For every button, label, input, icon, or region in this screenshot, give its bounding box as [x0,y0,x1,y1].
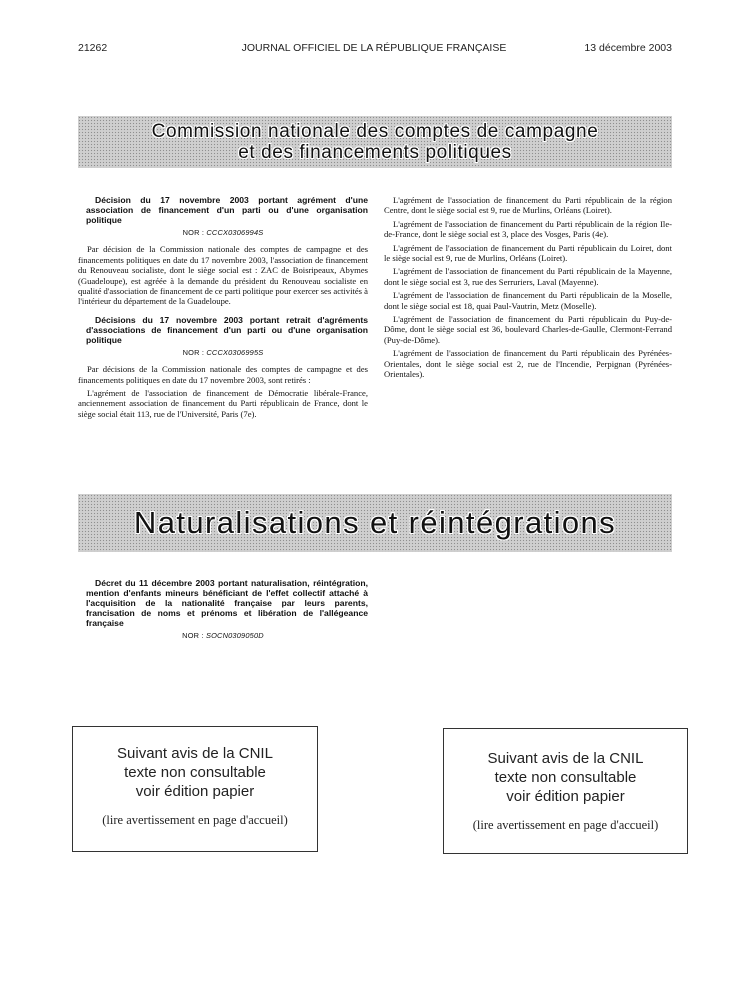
cnil-line3: voir édition papier [135,783,255,800]
decision2-item: L'agrément de l'association de financement du Parti républicain des Pyrénées-Orientales, dont le siège social est 2, rue de l'Incendie, Perpignan (Pyrénées-Orientales). [384,348,672,380]
cnil-line2: texte non consultable [494,769,637,786]
decision2-item: L'agrément de l'association de financement du Parti républicain de la région Ile-de-France, dont le siège social est 3, place des Vosges, Paris (4e). [384,218,672,240]
decree-nor [78,631,368,641]
cnil-note: (lire avertissement en page d'accueil) [102,813,288,827]
decree-block [78,578,368,647]
decision1-nor-label: NOR : [182,228,205,237]
right-column [384,195,672,383]
decision1-title: Décision du 17 novembre 2003 portant agrément d'une association de financement d'un parti ou d'une organisation politique [86,195,368,225]
decision2-item: L'agrément de l'association de financement du Parti républicain de la Moselle, dont le siège social est 18, quai Paul-Vautrin, Metz (Moselle). [384,290,672,311]
decision2-item: L'agrément de l'association de financement du Parti républicain du Loiret, dont le siège social est 9, rue de Murlins, Orléans (Loiret). [384,242,672,264]
page-number: 21262 [78,42,108,54]
decision2-intro: Par décisions de la Commission nationale des comptes de campagne et des financements politiques en date du 17 novembre 2003, sont retirés : [78,364,368,385]
decision1-body: Par décision de la Commission nationale des comptes de campagne et des financements politiques en date du 17 novembre 2003, l'association de financement du Renouveau socialiste, dont le siège social est : ZAC de Boisripeaux, Abymes (Guadeloupe), est agréée à la demande du président du Renouveau socialiste en qualité d'association de financement de ce parti politique pour exercer ses activités à l'intérieur du département de la Guadeloupe. [78,244,368,307]
decision2-title: Décisions du 17 novembre 2003 portant retrait d'agréments d'associations de financement d'un parti ou d'une organisation politique [86,314,368,345]
cnil-line2: texte non consultable [124,764,266,781]
decision1-nor [78,228,368,238]
cnil-line3: voir édition papier [506,788,625,805]
decision2-item: L'agrément de l'association de financement du Parti républicain du Puy-de-Dôme, dont le siège social est 36, boulevard Charles-de-Gaulle, Clermont-Ferrand (Puy-de-Dôme). [384,314,672,345]
left-column [78,195,368,422]
cnil-line1: Suivant avis de la CNIL [487,750,644,767]
decision2-item: L'agrément de l'association de financement de Démocratie libérale-France, anciennement association de financement du Parti républicain de France, dont le siège social était 113, rue de l'Université, Paris (7e). [78,388,368,419]
commission-banner [78,116,672,168]
cnil-notice-right [443,728,688,854]
decree-title: Décret du 11 décembre 2003 portant naturalisation, réintégration, mention d'enfants mineurs bénéficiant de l'effet collectif attaché à l'acquisition de la nationalité française par leurs parents, francisation de noms et prénoms et libération de l'allégeance française [86,578,368,628]
journal-title: JOURNAL OFFICIEL DE LA RÉPUBLIQUE FRANÇAISE [241,42,507,54]
naturalisations-banner [78,494,672,552]
decision2-nor-label: NOR : [182,347,205,357]
naturalisations-banner-text: Naturalisations et réintégrations [133,505,617,540]
decision2-nor-code: CCCX0306995S [206,347,264,357]
issue-date: 13 décembre 2003 [584,42,672,54]
cnil-note: (lire avertissement en page d'accueil) [472,818,659,832]
decree-nor-label: NOR : [182,631,204,640]
decision2-item: L'agrément de l'association de financement du Parti républicain de la région Centre, dont le siège social est 9, rue de Murlins, Orléans (Loiret). [384,195,672,216]
decision2-nor [78,348,368,358]
decision1-nor-code: CCCX0306994S [206,228,264,237]
commission-banner-line1: Commission nationale des comptes de campagne [151,121,599,142]
commission-banner-line2: et des financements politiques [238,142,512,163]
decree-nor-code: SOCN0309050D [205,631,264,640]
cnil-line1: Suivant avis de la CNIL [117,745,273,762]
cnil-notice-left [72,726,318,852]
decision2-item: L'agrément de l'association de financement du Parti républicain de la Mayenne, dont le siège social est 3, rue des Serruriers, Laval (Mayenne). [384,266,672,287]
